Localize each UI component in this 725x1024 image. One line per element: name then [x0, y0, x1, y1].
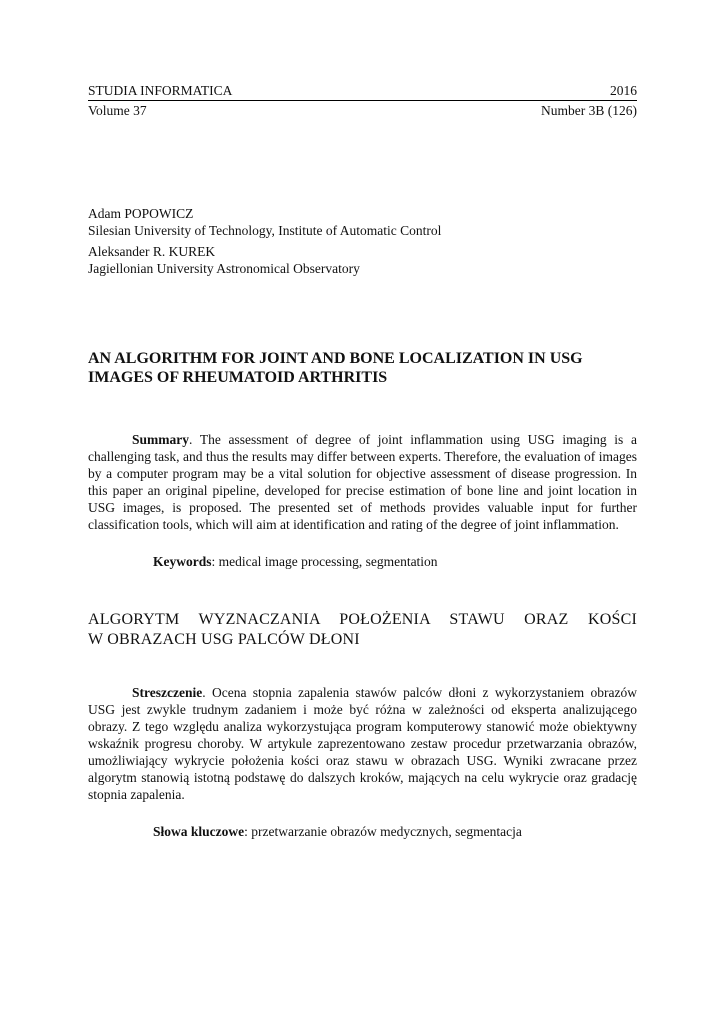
- author-affiliation: Jagiellonian University Astronomical Observatory: [88, 261, 360, 276]
- paper-title: AN ALGORITHM FOR JOINT AND BONE LOCALIZATION IN USG IMAGES OF RHEUMATOID ARTHRITIS: [88, 350, 583, 386]
- streszczenie-label: Streszczenie: [132, 685, 203, 700]
- author-block: [88, 205, 637, 277]
- polish-title-line1: ALGORYTM WYZNACZANIA POŁOŻENIA STAWU ORAZ KOŚCI: [88, 611, 637, 628]
- summary-label: Summary: [132, 432, 189, 447]
- summary-paragraph: [88, 431, 637, 533]
- streszczenie-text: . Ocena stopnia zapalenia stawów palców dłoni z wykorzystaniem obrazów USG jest zwykle trudnym zadaniem i może być różna w zależności od eksperta analizującego obrazy. Z tego względu analiza wykorzystująca program komputerowy stanowić może obiektywny wskaźnik progresu choroby. W artykule zaprezentowano zestaw procedur przetwarzania obrazów, umożliwiający wykrycie położenia kości oraz stawu w obrazach USG. Wyniki zwracane przez algorytm stanowią istotną podstawę do dalszych kroków, mających na celu wykrycie oraz gradację stopnia zapalenia.: [88, 685, 637, 802]
- polish-title-line2: W OBRAZACH USG PALCÓW DŁONI: [88, 631, 360, 648]
- paper-page: [88, 0, 637, 840]
- keywords-label: Keywords: [153, 554, 212, 569]
- slowa-kluczowe-line: [88, 823, 637, 840]
- running-header-bottom: [88, 103, 637, 119]
- running-header-top: [88, 83, 637, 101]
- streszczenie-paragraph: [88, 684, 637, 803]
- author-name: Aleksander R. KUREK: [88, 244, 216, 259]
- keywords-line: [88, 553, 637, 570]
- keywords-text: : medical image processing, segmentation: [211, 554, 438, 569]
- author-name: Adam POPOWICZ: [88, 206, 194, 221]
- author-affiliation: Silesian University of Technology, Institute of Automatic Control: [88, 223, 442, 238]
- journal-volume: Volume 37: [88, 103, 147, 118]
- journal-number: Number 3B (126): [541, 103, 637, 118]
- journal-name: STUDIA INFORMATICA: [88, 83, 233, 98]
- slowa-kluczowe-text: : przetwarzanie obrazów medycznych, segmentacja: [244, 824, 522, 839]
- polish-title: [88, 610, 637, 650]
- slowa-kluczowe-label: Słowa kluczowe: [153, 824, 245, 839]
- summary-text: . The assessment of degree of joint inflammation using USG imaging is a challenging task, and thus the results may differ between experts. Therefore, the evaluation of images by a computer program may be a vital solution for objective assessment of disease progression. In this paper an original pipeline, developed for precise estimation of bone line and joint location in USG images, is proposed. The presented set of methods provides valuable input for further classification tools, which will aim at identification and rating of the degree of joint inflammation.: [88, 432, 637, 532]
- journal-year: 2016: [610, 83, 637, 98]
